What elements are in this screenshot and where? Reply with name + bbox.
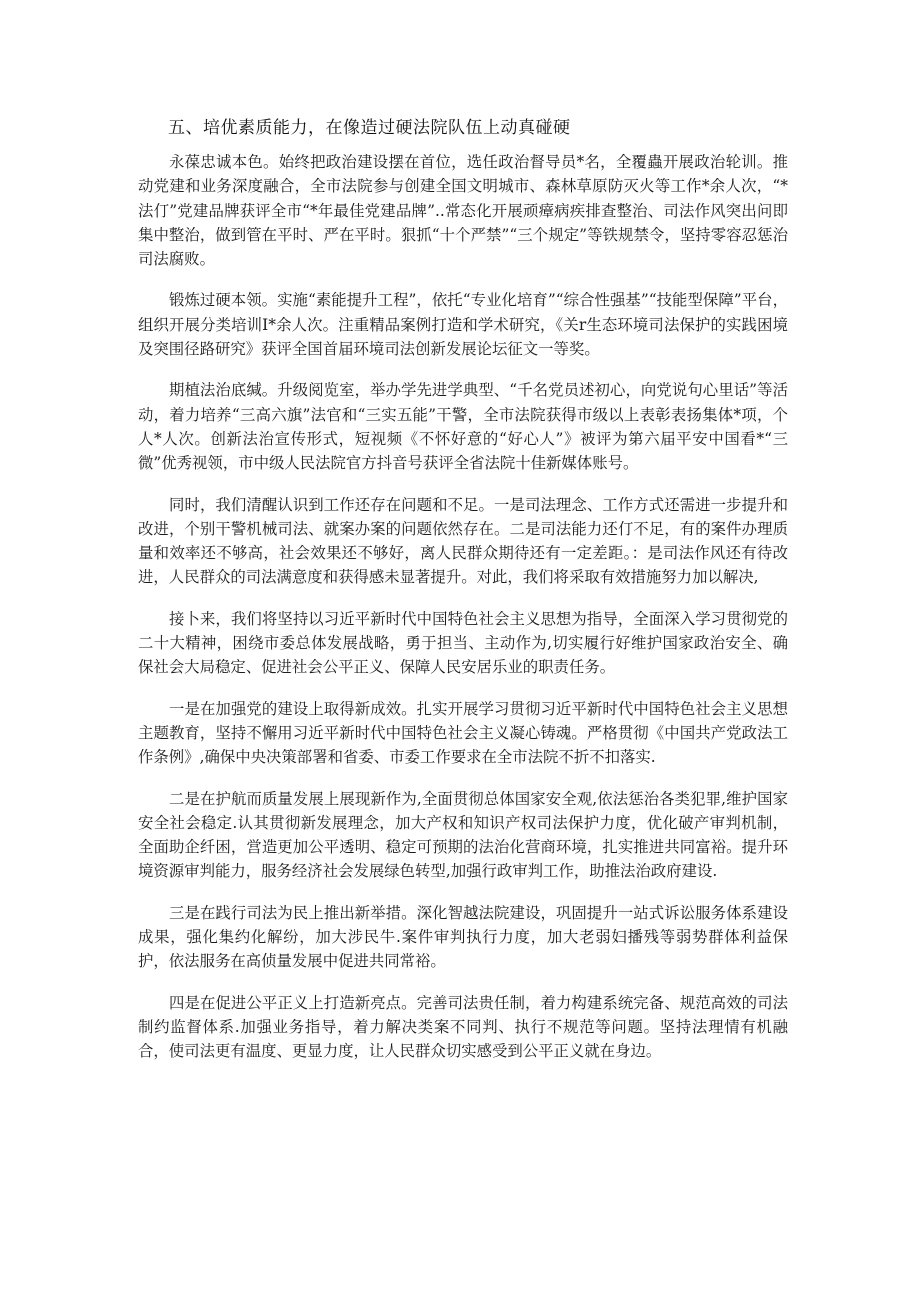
section-heading: 五、培优素质能力，在像造过硬法院队伍上动真碰硬 xyxy=(168,118,571,138)
paragraph-next-steps: 接卜来，我们将坚持以习近平新时代中国特色社会主义思想为指导，全面深入学习贯彻党的二十大精神，困绕市委总体发展战略，勇于担当、主动作为,切实履行好维护国家政治安全、确保社会大局稳定、促进社会公平正义、保障人民安居乐业的职责任务。 xyxy=(138,609,788,677)
paragraph-skills: 锻炼过硬本领。实施“素能提升工程”，依托“专业化培育”“综合性强基”“技能型保障”平台，组织开展分类培训I*余人次。注重精品案例打造和学术研究，《关r生态环境司法保护的实践困境及突围径路研究》获评全国首届环境司法创新发展论坛征文一等奖。 xyxy=(138,291,788,359)
paragraph-loyalty: 永葆忠诚本色。始终把政治建设摆在首位，选任政治督导员*名，全覆蟲开展政治轮训。推动党建和业务深度融合，全市法院参与创建全国文明城市、森林草原防灭火等工作*余人次，“*法仃”党建品牌获评全市“*年最佳党建品牌”..常态化开展顽瘴病疾排查整治、司法作风突出问即集中整治，做到管在平时、严在平时。狠抓“十个严禁”“三个规定”等铁规禁令，坚持零容忍惩治司法腐败。 xyxy=(138,153,788,269)
paragraph-justice-for-people: 三是在践行司法为民上推出新举措。深化智越法院建设，巩固提升一站式诉讼服务体系建设成果，强化集约化解纷，加大涉民牛.案件审判执行力度，加大老弱妇播残等弱势群体利益保护，依法服务在高侦量发展中促进共同常裕。 xyxy=(138,903,788,971)
paragraph-rule-of-law-foundation: 期植法治底缄。升级阅览室，举办学先进学典型、“千名党员述初心，向党说句心里话”等活动，着力培养“三高六旗”法官和“三实五能”干警，全市法院获得市级以上表彰表扬集体*项，个人*人次。创新法治宣传形式，短视频《不怀好意的“好心人”》被评为第六届平安中国看*“三微”优秀视领，市中级人民法院官方抖音号获评全省法院十佳新媒体账号。 xyxy=(138,381,788,473)
paragraph-shortcomings: 同时，我们清醒认识到工作还存在问题和不足。一是司法理念、工作方式还需进一步提升和改进，个别干警机械司法、就案办案的问题依然存在。二是司法能力还仃不足，有的案件办理质量和效率还不够高，社会效果还不够好，离人民群众期待还有一定差距。：是司法作风还有待改进，人民群众的司法满意度和获得感未显著提升。对此，我们将采取有效措施努力加以解决, xyxy=(138,495,788,587)
paragraph-fairness-justice: 四是在促进公平正义上打造新亮点。完善司法贵任制，着力构建系统完备、规范高效的司法制约监督体系.加强业务指导，着力解决类案不同判、执行不规范等问题。坚持法理情有机融合，使司法更有温度、更显力度，让人民群众切实感受到公平正义就在身边。 xyxy=(138,993,788,1061)
paragraph-party-building: 一是在加强党的建设上取得新成效。扎实开展学习贯彻习近平新时代中国特色社会主义思想主题教育，坚持不懈用习近平新时代中国特色社会主义凝心铸魂。严格贯彻《中国共产党政法工作条例》,确保中央决策部署和省委、市委工作要求在全市法院不折不扣落实. xyxy=(138,699,788,767)
paragraph-high-quality-development: 二是在护航而质量发展上展现新作为,全面贯彻总体国家安全观,依法惩治各类犯罪,维护国家安全社会稳定.认其贯彻新发展理念，加大产权和知识产权司法保护力度，优化破产审判机制，全面助企纤困，営造更加公平透明、稳定可预期的法治化营商环境，扎实推进共同富裕。提升环境资源审判能力，服务经济社会发展绿色转型,加强行政审判工作，助推法治政府建设. xyxy=(138,789,788,881)
document-body xyxy=(138,116,788,1081)
